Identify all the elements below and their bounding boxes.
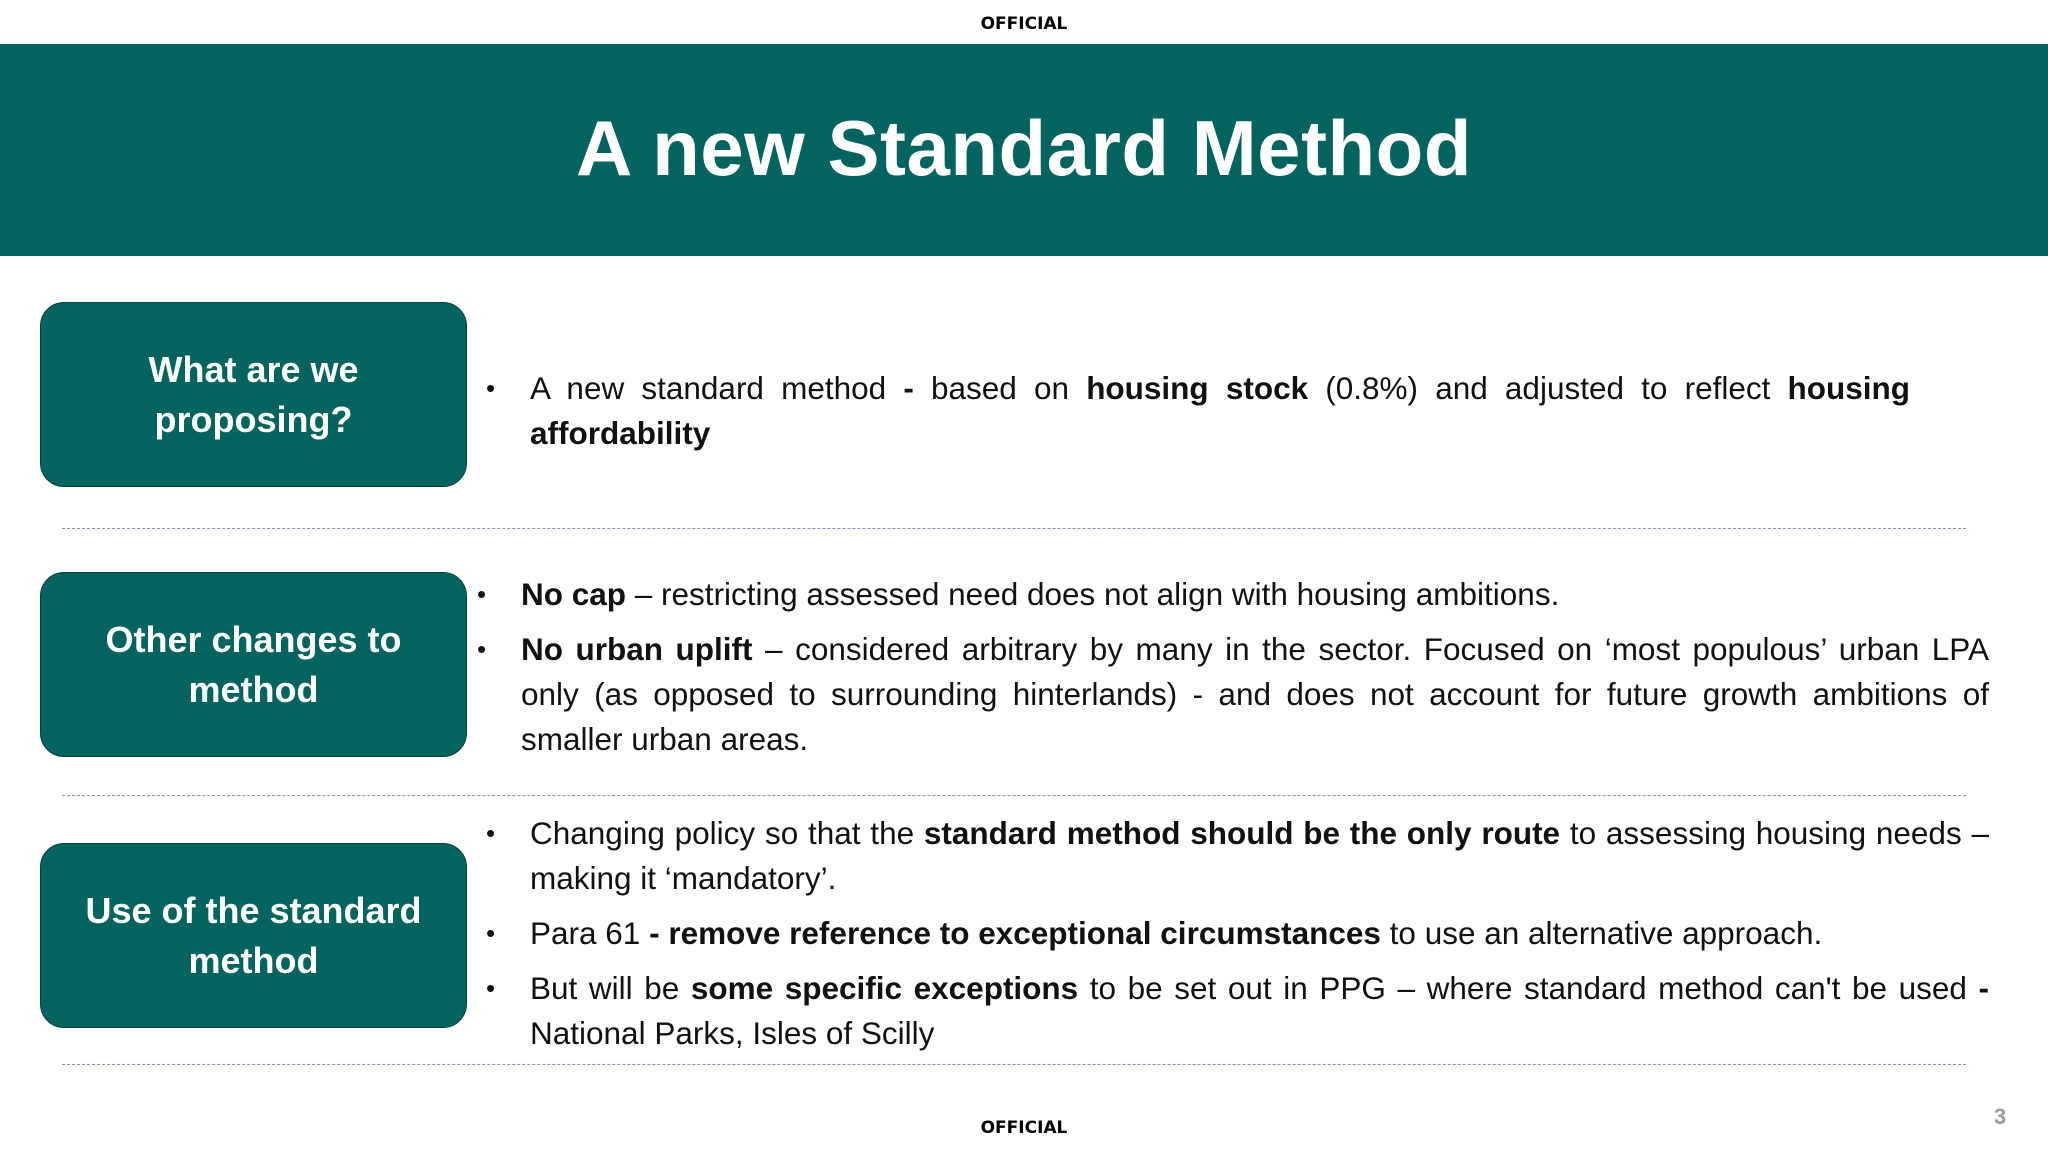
- bullet-item: [486, 811, 1989, 901]
- title-banner: [0, 44, 2048, 256]
- bullet-item: [486, 366, 1910, 456]
- page-number: 3: [1994, 1104, 2007, 1129]
- section-bullet-list: [477, 572, 1989, 772]
- bold-text: No urban uplift: [521, 631, 753, 667]
- bold-text: - remove reference to exceptional circumstances: [649, 915, 1381, 951]
- bold-text: some specific exceptions: [690, 970, 1079, 1006]
- text-run: – restricting assessed need does not align with housing ambitions.: [626, 576, 1560, 612]
- section-divider: [62, 528, 1966, 529]
- bullet-icon: •: [486, 818, 496, 848]
- bold-text: housing stock: [1086, 370, 1309, 406]
- bullet-icon: •: [486, 973, 496, 1003]
- bullet-icon: •: [477, 634, 487, 664]
- text-run: A new standard method: [530, 370, 904, 406]
- bullet-icon: •: [486, 918, 496, 948]
- section-label-box: What are we proposing?: [40, 302, 467, 487]
- bold-text: No cap: [521, 576, 627, 612]
- section-bullet-list: [486, 811, 1989, 1066]
- bullet-icon: •: [486, 373, 496, 403]
- text-run: (0.8%) and adjusted to reflect: [1308, 370, 1788, 406]
- text-run: Para 61: [530, 915, 650, 951]
- bullet-item: [477, 572, 1989, 617]
- security-marking-top: OFFICIAL: [980, 14, 1068, 34]
- bullet-item: [486, 911, 1989, 956]
- bold-text: housing affordability: [530, 370, 1910, 451]
- slide-title: A new Standard Method: [576, 103, 1472, 192]
- text-run: – considered arbitrary by many in the sector. Focused on ‘most populous’ urban LPA only (as opposed to surrounding hinterlands) - and does not account for future growth ambitions of smaller urban areas.: [521, 631, 1989, 757]
- section-divider: [62, 1064, 1966, 1065]
- bullet-icon: •: [477, 579, 487, 609]
- security-marking-bottom: OFFICIAL: [980, 1118, 1068, 1138]
- section-divider: [62, 795, 1966, 796]
- section-label-box: Use of the standard method: [40, 843, 467, 1028]
- text-run: to assessing housing needs – making it ‘mandatory’.: [530, 815, 1989, 896]
- text-run: National Parks, Isles of Scilly: [530, 1015, 935, 1051]
- text-run: Changing policy so that the: [530, 815, 924, 851]
- text-run: to use an alternative approach.: [1380, 915, 1823, 951]
- bullet-item: [477, 627, 1989, 762]
- section-bullet-list: [486, 366, 1910, 466]
- text-run: to be set out in PPG – where standard method can't be used: [1078, 970, 1979, 1006]
- section-label-box: Other changes to method: [40, 572, 467, 757]
- text-run: But will be: [530, 970, 691, 1006]
- bullet-item: [486, 966, 1989, 1056]
- bold-text: standard method should be the only route: [923, 815, 1561, 851]
- bold-text: -: [903, 370, 931, 406]
- text-run: based on: [931, 370, 1087, 406]
- bold-text: -: [1978, 970, 1989, 1006]
